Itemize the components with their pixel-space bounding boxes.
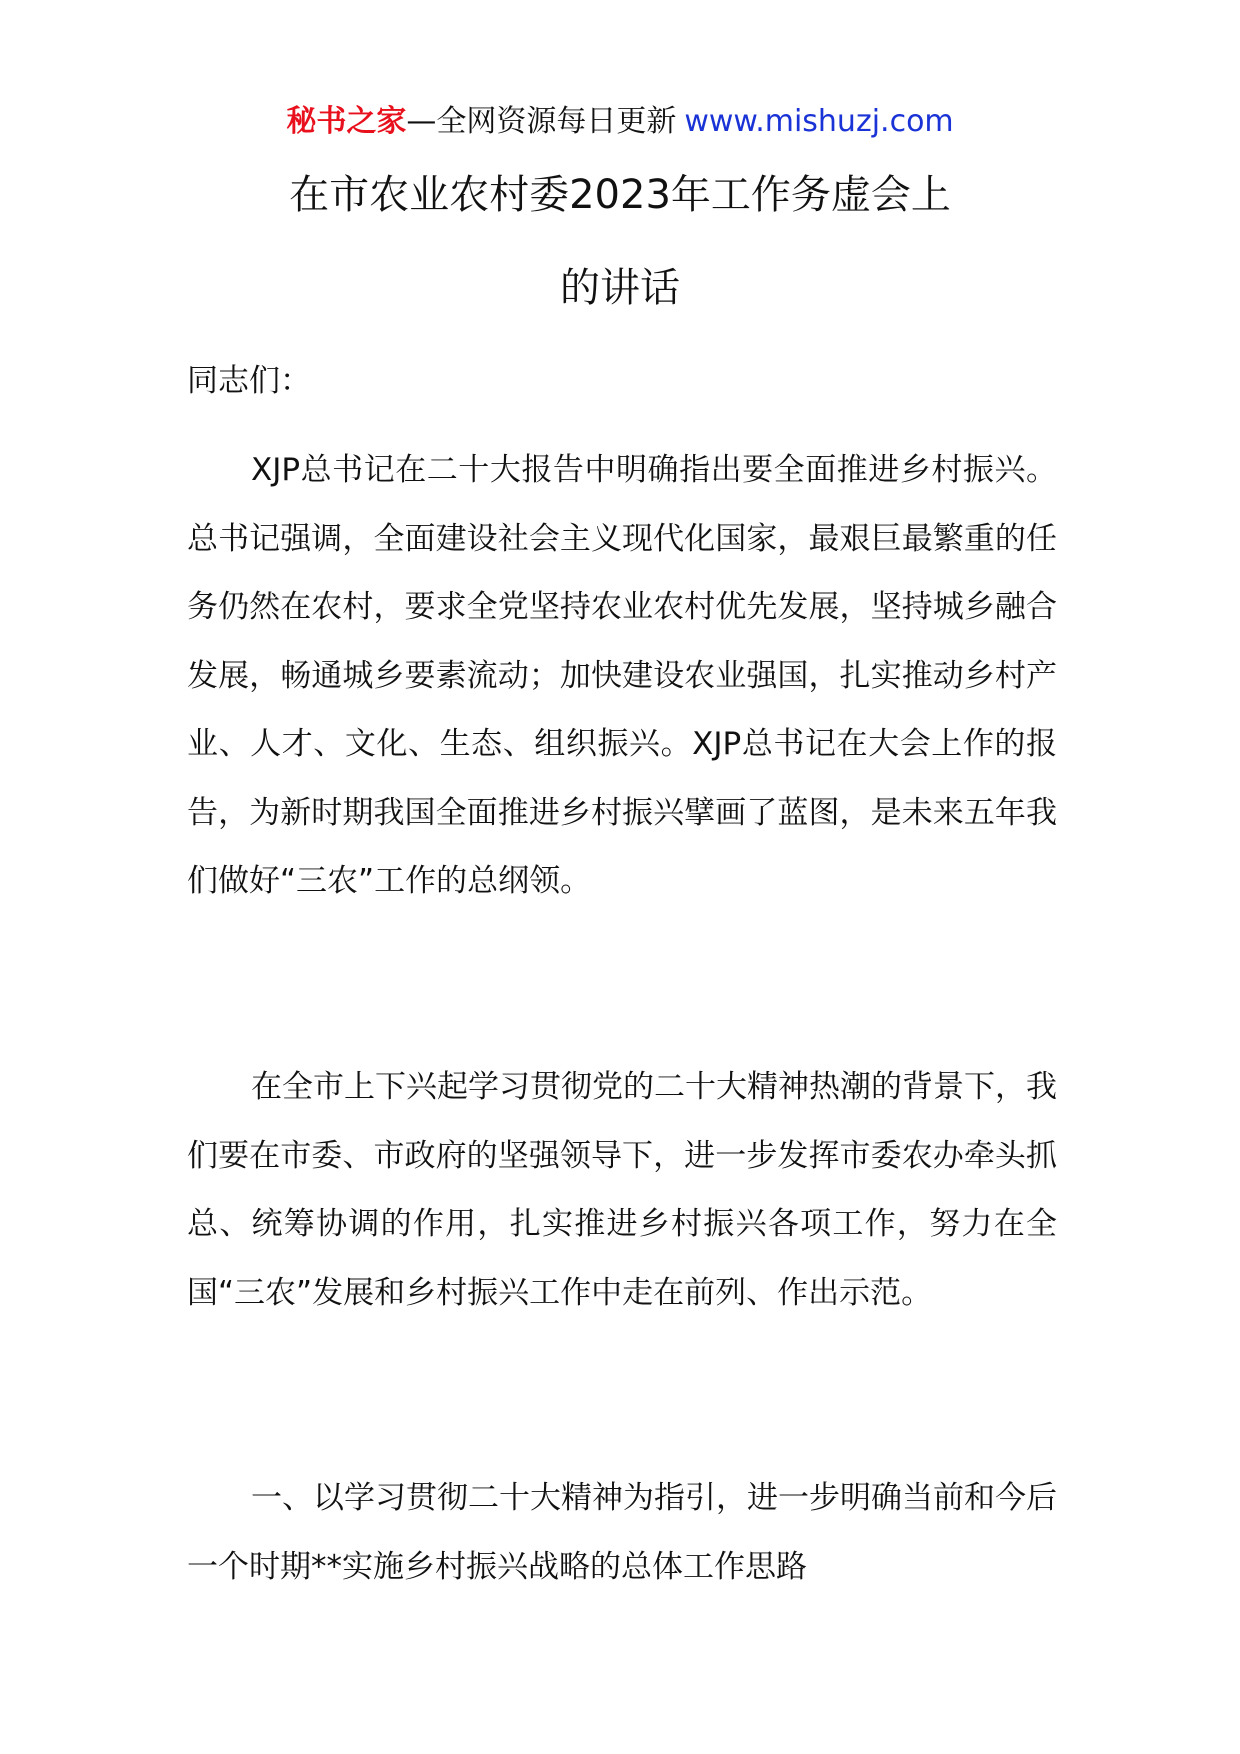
document-title-line-2: 的讲话 <box>560 265 680 311</box>
body-paragraph-2: 在全市上下兴起学习贯彻党的二十大精神热潮的背景下，我们要在市委、市政府的坚强领导下，进一步发挥市委农办牵头抓总、统筹协调的作用，扎实推进乡村振兴各项工作，努力在全国“三农”发展和乡村振兴工作中走在前列、作出示范。 <box>187 1069 1057 1311</box>
watermark-slogan: —全网资源每日更新 <box>406 104 677 139</box>
watermark-url-link[interactable]: www.mishuzj.com <box>684 104 954 139</box>
watermark-header <box>0 102 1240 142</box>
watermark-brand: 秘书之家 <box>286 104 407 139</box>
document-title-line-1: 在市农业农村委2023年工作务虚会上 <box>289 172 951 218</box>
section-heading-1: 一、以学习贯彻二十大精神为指引，进一步明确当前和今后一个时期**实施乡村振兴战略的总体工作思路 <box>187 1480 1057 1585</box>
salutation: 同志们： <box>187 363 311 399</box>
body-paragraph-1: XJP总书记在二十大报告中明确指出要全面推进乡村振兴。总书记强调，全面建设社会主义现代化国家，最艰巨最繁重的任务仍然在农村，要求全党坚持农业农村优先发展，坚持城乡融合发展，畅通城乡要素流动；加快建设农业强国，扎实推动乡村产业、人才、文化、生态、组织振兴。XJP总书记在大会上作的报告，为新时期我国全面推进乡村振兴擘画了蓝图，是未来五年我们做好“三农”工作的总纲领。 <box>187 452 1057 899</box>
